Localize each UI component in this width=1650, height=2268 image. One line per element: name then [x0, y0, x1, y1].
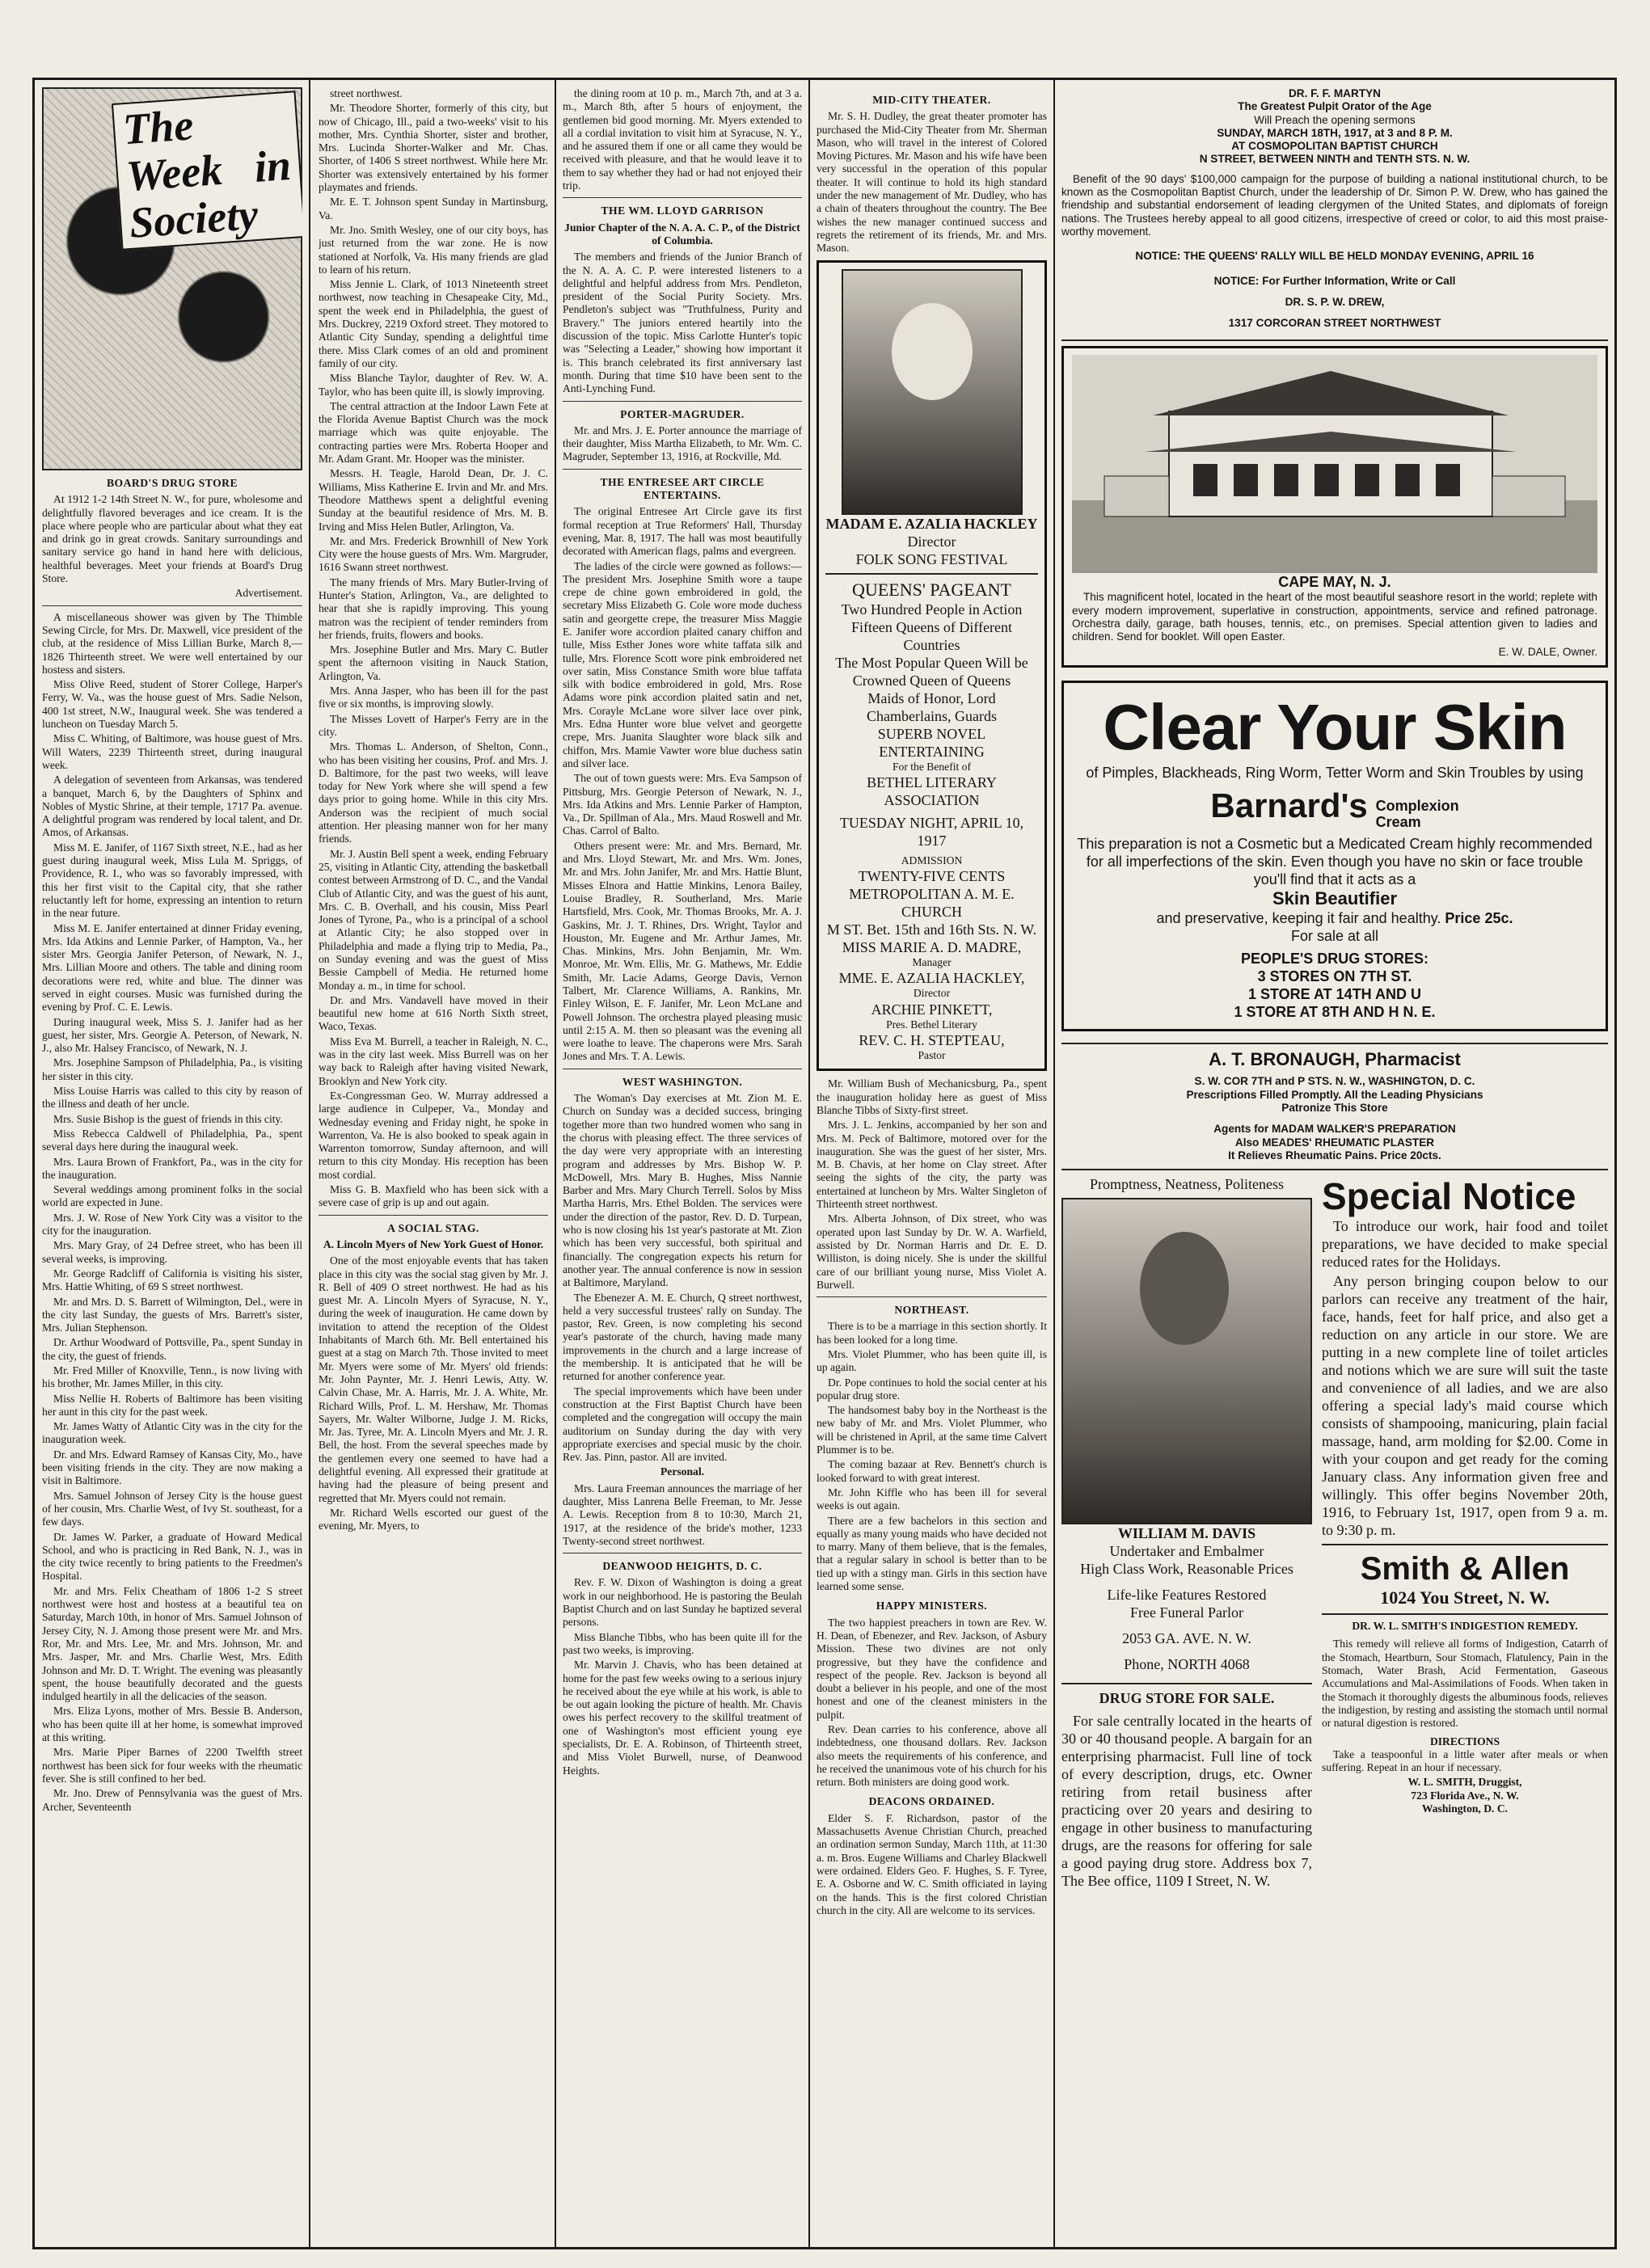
- pageant-hackley2: MME. E. AZALIA HACKLEY,: [838, 970, 1025, 987]
- column-3: [563, 87, 802, 2245]
- lower-left: [1061, 1175, 1312, 1891]
- personal-body: Mrs. Laura Freeman announces the marriage of her daughter, Miss Lanrena Belle Freeman, to Mr. Jesse A. Lewis. Reception from 8 to 10:30, March 21, 1917, at the residence of the bride's mother, 1233 Twenty-second street northwest.: [563, 1482, 802, 1547]
- martyn-line3: SUNDAY, MARCH 18TH, 1917, at 3 and 8 P. M.: [1217, 126, 1453, 139]
- boards-tag: Advertisement.: [234, 587, 302, 600]
- stag-body: One of the most enjoyable events that has taken place in this city was the social stag given by Mr. J. R. Bell of 409 O street northwest. He had as his guest Mr. A. Lincoln Myers of Syracuse, N. Y., during the week of inauguration. He came down by invitation to attend the reception of the Oldest Inhabitants of March 6th. Mr. Bell entertained his guest at a stag on March 7th. Those invited to meet Mr. Myers were some of Mr. Myers' old friends: Mr. John Paynter, Mr. J. Henri Lewis, Atty. W. Calvin Chase, Mr. A. Harris, Mr. J. A. White, Mr. Richard Wills, Prof. L. M. Hershaw, Mr. Thomas Sayers, Mr. Walter Wilborne, Judge J. M. Ricks, Mr. Jas. Tyree, Mr. A. Lincoln Myers and Mr. J. R. Bell, the host. From the several speeches made by the gentlemen every one seemed to have had a delightful evening. All expressed their gratitude at having had the pleasure of being present and regretted that Mr. Myers could not remain.: [319, 1254, 548, 1504]
- lower-right: [1322, 1175, 1608, 1891]
- divider: [1061, 339, 1608, 341]
- special-firm: Smith & Allen: [1360, 1551, 1570, 1587]
- news-item: Mrs. Anna Jasper, who has been ill for the past five or six months, is improving slowly.: [319, 685, 548, 710]
- deanwood-p2: Miss Blanche Tibbs, who has been quite ill for the past two weeks, is improving.: [563, 1630, 802, 1656]
- hackley-name: MADAM E. AZALIA HACKLEY: [825, 515, 1038, 532]
- garrison-head: THE WM. LLOYD GARRISON: [601, 204, 764, 217]
- lower-ads: [1061, 1175, 1608, 1891]
- news-item: A delegation of seventeen from Arkansas, was tendered a banquet, March 6, by the Daughters of Sphinx and Nobles of Mystic Shrine, at their temple, 1717 Pa. avenue. A delightful program was rendered by local talent, and Dr. Amos, of Arkansas.: [42, 774, 302, 839]
- westwash-p3: The special improvements which have been under construction at the First Baptist Church have been completed and the congregation will occupy the main auditorium on Sunday during the day with very appropriate exercises and special music by the choir. Rev. Jas. Pinn, pastor. All are invited.: [563, 1385, 802, 1464]
- divider: [1061, 1169, 1608, 1170]
- special-head: Special Notice: [1322, 1175, 1576, 1218]
- news-item: Mrs. Eliza Lyons, mother of Mrs. Bessie B. Anderson, who has been quite ill at her home, is somewhat improved at this writing.: [42, 1705, 302, 1744]
- col4-p1: Mr. William Bush of Mechanicsburg, Pa., spent the inauguration holiday here as guest of Miss Blanche Tibbs of Sixty-first street.: [817, 1077, 1047, 1116]
- skin-brand: Barnard's: [1210, 786, 1368, 824]
- news-item: Miss Eva M. Burrell, a teacher in Raleigh, N. C., was in the city last week. Miss Burrell was on her way back to Raleigh after having visited Newark, Brooklyn and New York city.: [319, 1035, 548, 1087]
- news-item: Mrs. Josephine Sampson of Philadelphia, Pa., is visiting her sister in this city.: [42, 1056, 302, 1082]
- skin-beautifier: Skin Beautifier: [1272, 888, 1398, 909]
- entresee-p4: Others present were: Mr. and Mrs. Bernard, Mr. and Mrs. Lloyd Stewart, Mr. and Mrs. Wm. Jones, Mr. and Mrs. John Janifer, Mr. and Mrs. Hattie Blunt, Misses Elnora and Hattie Minkins, Lenora Bailey, Louise Bradley, R. Southerland, Mrs. Marie Hartsfield, Mrs. Cook, Mr. Thomas Brooks, Mr. A. J. Gaskins, Mr. J. T. Rhines, Drs. Wright, Taylor and Houston, Mr. Eugene and Mr. Arthur James, Mr. Chas. Minkins, Mrs. John Benjamin, Mr. Wm. Monroe, Mr. Wm. Ellis, Mr. G. Mathews, Mr. Eddie Smith, Mr. Lacie Adams, George Davis, Vernon Talbert, Mr. Clarence Williams, A. Rankins, Mr. Finley Wilson, E. F. Janifer, Mr. Leon McLane and Powell Johnson. The orchestra played pleasing music until 2:15 A. M. then so pleasant was the evening all were loathe to leave. The chaperons were Mrs. Sarah Jones and Mrs. T. A. Lewis.: [563, 839, 802, 1063]
- portrait-face: [892, 303, 973, 400]
- martyn-notice2: NOTICE: For Further Information, Write or Call: [1213, 274, 1456, 287]
- smith-maker: W. L. SMITH, Druggist,: [1407, 1776, 1522, 1789]
- pageant-line7: BETHEL LITERARY ASSOCIATION: [867, 774, 997, 808]
- martyn-drew: DR. S. P. W. DREW,: [1285, 295, 1385, 308]
- column-4: [817, 87, 1047, 2245]
- entresee-head: THE ENTRESEE ART CIRCLE ENTERTAINS.: [600, 475, 765, 502]
- skin-brand2: Complexion: [1375, 798, 1459, 815]
- news-item: A miscellaneous shower was given by The Thimble Sewing Circle, for Mrs. Dr. Maxwell, vice president of the club, at the residence of Miss Lillian Burke, March 8,—1826 Thirteenth street. We were well entertained by our hostess and sisters.: [42, 610, 302, 676]
- westwash-p2: The Ebenezer A. M. E. Church, Q street northwest, held a very successful trustees' rally on Sunday. The pastor, Rev. Green, is now completing his second year's pastorate of the church, having made many improvements in the church and a large increase of the membership. It is anticipated that he will be returned for another conference year.: [563, 1291, 802, 1383]
- skin-head: Clear Your Skin: [1103, 690, 1567, 763]
- news-item: Mr. Theodore Shorter, formerly of this city, but now of Chicago, Ill., paid a two-weeks' visit to his mother, Mrs. Cynthia Shorter, sister and brother, Mrs. Lucinda Shorter-Walker and Mr. Chas. Shorter, of 1406 S street northwest. While here Mr. Shorter was extensively entertained by his former playmates and friends.: [319, 102, 548, 194]
- news-item: Ex-Congressman Geo. W. Murray addressed a large audience in Culpeper, Va., Monday and Wednesday evening and Friday night, he spoke in Warrenton, Va. He is also booked to speak again in Warrenton tomorrow, Sunday afternoon, and will return to this city Monday. His reception has been most cordial.: [319, 1089, 548, 1181]
- bronaugh-head: A. T. BRONAUGH, Pharmacist: [1209, 1049, 1461, 1070]
- entresee-p3: The out of town guests were: Mrs. Eva Sampson of Pittsburg, Mrs. Georgie Peterson of Newark, N. J., Mrs. Ida Atkins and Mrs. Lennie Parker of Hampton, Va., Dr. Spillman of Ala., Mrs. Maud Roswell and Mr. Chas. Carrol of Balto.: [563, 772, 802, 837]
- pageant-line2: Fifteen Queens of Different Countries: [850, 618, 1013, 653]
- news-item: Mr. George Radcliff of California is visiting his sister, Mrs. Hattie Whiting, of 69 S street northwest.: [42, 1267, 302, 1293]
- bronaugh-line2: Patronize This Store: [1281, 1101, 1388, 1114]
- entresee-p1: The original Entresee Art Circle gave its first formal reception at True Reformers' Hall, Thursday evening, Mar. 8, 1917. The hall was most beautifully decorated with American flags, palms and evergreen.: [563, 505, 802, 558]
- column-1: [42, 87, 302, 2245]
- news-item: Mrs. Marie Piper Barnes of 2200 Twelfth street northwest has been sick for four weeks with the rheumatic fever. She is still confined to her bed.: [42, 1746, 302, 1785]
- midcity-head: MID-CITY THEATER.: [872, 94, 991, 106]
- bronaugh-agents3: It Relieves Rheumatic Pains. Price 20cts.: [1228, 1149, 1441, 1161]
- stag-tail: Mr. Richard Wells escorted our guest of the evening, Mr. Myers, to: [319, 1506, 548, 1532]
- news-item: Mr. and Mrs. Frederick Brownhill of New York City were the house guests of Mrs. Wm. Margruder, 1616 Swann street northwest.: [319, 534, 548, 574]
- deanwood-p1: Rev. F. W. Dixon of Washington is doing a great work in our neighborhood. He is pastoring the Beulah Baptist Church and on last Sunday he baptized several persons.: [563, 1576, 802, 1629]
- deacons-body: Elder S. F. Richardson, pastor of the Massachusetts Avenue Christian Church, preached an ordination sermon Sunday, March 11th, at 11:30 a. m. Bros. Eugene Williams and Charley Blackwell were ordained. Elders Geo. F. Hughes, S. F. Tyree, E. A. Osborne and W. C. Smith officiated in laying on the hands. This is the first colored Christian church in the city. All are welcome to its services.: [817, 1811, 1047, 1916]
- pageant-madre-role: Manager: [912, 956, 952, 969]
- news-item: Mrs. Samuel Johnson of Jersey City is the house guest of her cousin, Mrs. Charlie West, of Ivy St. southeast, for a few days.: [42, 1489, 302, 1528]
- skin-sub: of Pimples, Blackheads, Ring Worm, Tetter Worm and Skin Troubles by using: [1086, 764, 1584, 781]
- column-5-ads: [1061, 87, 1608, 2245]
- pageant-price: TWENTY-FIVE CENTS: [858, 868, 1006, 885]
- divider: [319, 1215, 548, 1216]
- column-rule-1: [309, 78, 310, 2249]
- col4-p2: Mrs. J. L. Jenkins, accompanied by her son and Mrs. M. Peck of Baltimore, motored over for the inauguration. She was the guest of her sister, Mrs. M. B. Chavis, at her home on Clay street. After seeing the sights of the city, the party was entertained at luncheon by Mrs. Walter Singleton of Thirteenth street northwest.: [817, 1119, 1047, 1211]
- skin-stores3: 1 STORE AT 8TH AND H N. E.: [1234, 1004, 1436, 1021]
- masthead-title: The Week in Society: [112, 91, 302, 250]
- col3-top: the dining room at 10 p. m., March 7th, and at 3 a. m., March 8th, after 5 hours of enjoyment, the gentlemen bid good morning. Mr. Myers extended to all a cordial invitation to visit him at Syracuse, N. Y., and he assured them if one or all came they would be received with pleasure, and that he would leave it to them to say whether they had or had not enjoyed their trip.: [563, 87, 802, 192]
- davis-phone: Phone, NORTH 4068: [1124, 1656, 1250, 1673]
- news-item: Mr. and Mrs. Felix Cheatham of 1806 1-2 S street northwest were host and hostess at a beautiful tea on Saturday, March 10th, in honor of Mrs. Samuel Johnson of Jersey City, N. J. Among those present were Mr. and Mrs. Ror, Mr. and Mrs. Lee, Mr. and Mrs. Johnson, Mr. and Mrs. Jasper, Mr. and Mrs. Charlie West, Mrs. Edith Johnson and Mr. D. T. Wright. The evening was pleasantly spent, the house beautifully decorated and the guests indulged heartily in all the delicacies of the season.: [42, 1584, 302, 1703]
- davis-portrait: [1061, 1198, 1312, 1524]
- news-item: Mr. Fred Miller of Knoxville, Tenn., is now living with his brother, Mr. James Miller, in this city.: [42, 1364, 302, 1390]
- col2-paragraphs: [319, 87, 548, 1210]
- news-item: Miss Rebecca Caldwell of Philadelphia, Pa., spent several days here during the inaugural week.: [42, 1127, 302, 1153]
- pageant-stepteau-role: Pastor: [918, 1049, 946, 1062]
- northeast-p3: Dr. Pope continues to hold the social center at his popular drug store.: [817, 1376, 1047, 1402]
- entresee-p2: The ladies of the circle were gowned as follows:— The president Mrs. Josephine Smith wore a taupe crepe de chine gown embroidered in gold, the secretary Miss Elizabeth G. Cole wore mode duchess satin and georgette crepe, the treasurer Miss Maggie E. Janifer wore accordion plaited canary chiffon and tulle, Miss Esther Jones wore white taffata silk and tulle, Mrs. Florence Scott wore pink embroidered net over satin, Miss Constance Smith wore blue taffata silk with bodice embroidered in gold, Mrs. Rose Adams wore pink accordion plaited satin and net, Mrs. Corayle McLane wore silver lace over pink, Mrs. Edna Hunter wore blue velvet and georgette crepe, Mrs. Juanita Slaughter wore black silk and chiffon, Mrs. Mamie Vawter wore blue duchess satin and silver lace.: [563, 559, 802, 769]
- pageant-hackley2-role: Director: [913, 987, 951, 1000]
- garrison-sub: Junior Chapter of the N. A. A. C. P., of the District of Columbia.: [564, 221, 800, 247]
- drugsale-body: For sale centrally located in the hearts of 30 or 40 thousand people. A bargain for an enterprising pharmacist. Full line of tock of every description, drugs, etc. Owner retiring from retail business after practicing over 20 years and desiring to engage in other business to manufacturing drugs, are the reasons for offering for sale a good paying drug store. Address box 7, The Bee office, 1109 I Street, N. W.: [1061, 1713, 1312, 1890]
- divider: [563, 197, 802, 198]
- midcity-body: Mr. S. H. Dudley, the great theater promoter has purchased the Mid-City Theater from Mr. Sherman Mason, who will travel in the interest of Colored Moving Pictures. Mr. Mason and his wife have been very successful in the operation of this popular theater. It will continue to hold its high standard under the new management of Mr. Dudley, who has a chain of theaters throughout the country. The Bee wishes the new manager continued success and regrets the retirement of its friends, Mr. and Mrs. Mason.: [817, 110, 1047, 255]
- garrison-body: The members and friends of the Junior Branch of the N. A. A. C. P. were interested listeners to a delightful and helpful address from Mrs. Pendleton, president of the Social Purity Society. Mrs. Pendleton's subject was "Truthfulness, Purity and Bravery." The juniors entered heartily into the discussion of the topic. Miss Carlotte Hunter's topic was "Selecting a Leader," showing how important it is. This branch celebrated its first anniversary last month. During that time $10 have been sent to the Anti-Lynching Fund.: [563, 251, 802, 395]
- skin-body2: and preservative, keeping it fair and healthy.: [1156, 910, 1441, 927]
- boards-head: BOARD'S DRUG STORE: [106, 477, 238, 489]
- skin-ad: [1061, 681, 1608, 1031]
- news-item: Miss Nellie H. Roberts of Baltimore has been visiting her aunt in this city for the past week.: [42, 1392, 302, 1418]
- news-item: During inaugural week, Miss S. J. Janifer had as her guest, her sister, Mrs. Georgie A. Peterson, of Newark, N. J., also Mr. Halsey Francisco, of Newark, N. J.: [42, 1015, 302, 1055]
- deanwood-p3: Mr. Marvin J. Chavis, who has been detained at home for the past few weeks owing to a serious injury he received about the eye while at his work, is able to be out again looking the picture of health. Mr. Chavis owes his perfect recovery to the skillful treatment of one of Washington's most efficient young eye specialists, Dr. E. A. Robinson, of Thirteenth street, and Miss Violet Burwell, nurse, of Deanwood Heights.: [563, 1659, 802, 1777]
- skin-stores2: 1 STORE AT 14TH AND U: [1247, 986, 1422, 1003]
- news-item: The Misses Lovett of Harper's Ferry are in the city.: [319, 712, 548, 738]
- capemay-body: This magnificent hotel, located in the heart of the most beautiful seashore resort in the world; replete with every modern improvement, superlative in construction, appointments, service and refined patronage. Orchestra daily, garage, bath houses, tennis, etc., on premises. Special attention given to ladies and children. Send for booklet. Will open Easter.: [1072, 591, 1597, 643]
- westwash-p1: The Woman's Day exercises at Mt. Zion M. E. Church on Sunday was a decided success, bringing together more than two hundred women who sang in the chorus with pleasing effect. The three services of the day were very appropriate with an interesting program and addresses by Mrs. Bishop W. P. McDowell, Mrs. Mary B. Hughes, Miss Nannie Barber and Mrs. Mary Church Terrell. Solos by Miss Martha Harris, Mrs. Ethel Bolden. The services were under the direction of the pastor, Rev. D. D. Turpean, who is now closing his 1st year's pastorate at Mt. Zion which has been very successful, both spiritual and financially. The congregation expects his return for another year. The annual conference is now in session at Baltimore, Maryland.: [563, 1092, 802, 1289]
- portrait-face: [1140, 1232, 1229, 1345]
- happy-body: The two happiest preachers in town are Rev. W. H. Dean, of Ebenezer, and Rev. Jackson, of Asbury Mission. These two divines are not only progressive, but they have the confidence and respect of the people. Rev. Jackson is beyond all doubt a believer in his people, and one of the most honest and one of the cleanest ministers in the pulpit.: [817, 1616, 1047, 1721]
- news-item: Miss M. E. Janifer entertained at dinner Friday evening, Mrs. Ida Atkins and Lennie Parker, of Hampton, Va., her sister Mrs. Georgia Janifer Peterson, of Newark, N. J., Mrs. Lillian Moore and others. The table and dining room decorations were red, white and blue. The dinner was served in eight courses. Music was furnished during the evening by Prof. C. E. Lewis.: [42, 921, 302, 1014]
- martyn-line1: The Greatest Pulpit Orator of the Age: [1238, 100, 1432, 113]
- news-item: Mrs. Mary Gray, of 24 Defree street, who has been ill several weeks, is improving.: [42, 1239, 302, 1265]
- smith-maker2: 723 Florida Ave., N. W.: [1411, 1789, 1519, 1802]
- northeast-p7: There are a few bachelors in this section and equally as many young maids who have decided not to marry. Many of them believe, that is the females, that a regular salary in school is better than to be tied up with a stingy man. Girls in this section have learned some sense.: [817, 1514, 1047, 1593]
- smith-dirs: DIRECTIONS: [1429, 1735, 1500, 1747]
- news-item: Mrs. Laura Brown of Frankfort, Pa., was in the city for the inauguration.: [42, 1155, 302, 1181]
- news-item: Messrs. H. Teagle, Harold Dean, Dr. J. C. Williams, Miss Katherine E. Irvin and Mr. and Mrs. Theodore Matthews spent a delightful evening Sunday at the beautiful residence of Mrs. M. B. Irving and Miss Helen Butler, Arlington, Va.: [319, 467, 548, 533]
- special-addr: 1024 You Street, N. W.: [1380, 1587, 1550, 1608]
- bronaugh-agents2: Also MEADES' RHEUMATIC PLASTER: [1234, 1136, 1435, 1149]
- capemay-ad: [1061, 346, 1608, 667]
- davis-addr: 2053 GA. AVE. N. W.: [1122, 1630, 1251, 1647]
- divider: [42, 605, 302, 606]
- pageant-venue: METROPOLITAN A. M. E. CHURCH: [849, 886, 1015, 921]
- news-item: The central attraction at the Indoor Lawn Fete at the Florida Avenue Baptist Church was the mock marriage which was quite enjoyable. The contracting parties were Mrs. Roberta Hooper and Mr. Adam Grant. Mr. Hooper was the minister.: [319, 399, 548, 466]
- pageant-pinkett-role: Pres. Bethel Literary: [886, 1018, 977, 1031]
- divider: [1061, 1683, 1312, 1684]
- left-rule: [32, 78, 35, 2249]
- special-body: To introduce our work, hair food and toilet preparations, we have decided to make special reduced rates for the Holidays.: [1322, 1218, 1608, 1271]
- pageant-line5: SUPERB NOVEL ENTERTAINING: [877, 725, 986, 760]
- divider: [1322, 1544, 1608, 1545]
- news-item: Dr. Arthur Woodward of Pottsville, Pa., spent Sunday in the city, the guest of friends.: [42, 1336, 302, 1362]
- pageant-line3: The Most Popular Queen Will be Crowned Queen of Queens: [835, 654, 1028, 689]
- masthead-illustration: [42, 87, 302, 470]
- skin-sale: For sale at all: [1290, 928, 1379, 945]
- smith-body: This remedy will relieve all forms of Indigestion, Catarrh of the Stomach, Heartburn, Sour Stomach, Flatulency, Pain in the Stomach, Water Brash, Acid Fermentation, Gaseous Accumulations and Mal-Assimilations of Foods. When taken in the Stomach it thoroughly digests the albuminous foods, relieves the indigestion, by resting and assisting the stomach until normal or natural digestion is restored.: [1322, 1638, 1608, 1730]
- news-item: Miss C. Whiting, of Baltimore, was house guest of Mrs. Will Waters, 2239 Thirteenth street, during inaugural week.: [42, 732, 302, 771]
- westwash-head: WEST WASHINGTON.: [622, 1075, 743, 1088]
- news-item: Mrs. Thomas L. Anderson, of Shelton, Conn., who has been visiting her cousins, Prof. and Mrs. J. D. Baltimore, for the past two weeks, will leave today for New York where she will spend a few days prior to going home. While in this city Mrs. Anderson was the recipient of much social attention. Her pleasing manner won for her many friends.: [319, 740, 548, 845]
- skin-price: Price 25c.: [1445, 910, 1513, 927]
- martyn-line2: Will Preach the opening sermons: [1254, 113, 1416, 126]
- skin-body: This preparation is not a Cosmetic but a Medicated Cream highly recommended for all imperfections of the skin. Even though you have no skin or face trouble you'll find that it acts as a: [1077, 836, 1593, 888]
- bottom-rule: [32, 2247, 1617, 2249]
- divider: [825, 573, 1038, 575]
- pageant-title: QUEENS' PAGEANT: [852, 579, 1011, 600]
- bronaugh-addr: S. W. COR 7TH and P STS. N. W., WASHINGTON, D. C.: [1194, 1075, 1475, 1088]
- news-item: Mrs. Josephine Butler and Mrs. Mary C. Butler spent the afternoon visiting in Nauck Station, Arlington, Va.: [319, 643, 548, 682]
- davis-tagline: Promptness, Neatness, Politeness: [1090, 1176, 1284, 1193]
- news-item: Miss M. E. Janifer, of 1167 Sixth street, N.E., had as her guest during inaugural week, Miss Lula M. Spriggs, of Providence, R. I., who was so favorably impressed, with this her first visit to the Capital city, that she rather reluctantly left for home, expressing an intention to return in the near future.: [42, 841, 302, 920]
- divider: [1061, 1043, 1608, 1044]
- davis-line4: Free Funeral Parlor: [1130, 1604, 1243, 1621]
- bronaugh-agents: Agents for MADAM WALKER'S PREPARATION: [1213, 1123, 1456, 1136]
- capemay-owner: E. W. DALE, Owner.: [1498, 645, 1597, 658]
- news-item: Dr. and Mrs. Edward Ramsey of Kansas City, Mo., have been visiting friends in the city. They are now making a visit in Baltimore.: [42, 1448, 302, 1487]
- col1-paragraphs: [42, 611, 302, 1814]
- deacons-head: DEACONS ORDAINED.: [868, 1795, 995, 1808]
- top-rule: [32, 78, 1617, 80]
- special-body2: Any person bringing coupon below to our parlors can receive any treatment of the hair, face, hands, feet for half price, and also get a reduction on any article in our store. We are putting in a new complete line of toilet articles and notions which we are sure will suit the taste and convenience of all ladies, and we are also offering a special lady's maid course which consists of shampooing, manicuring, plain facial massage, hand, arm molding for $2.00. Come in with your coupon and get ready for the coming January class. Any information given free and willingly. This offer begins November 20th, 1916, to February 1st, 1917, open from 9 a. m. to 9:30 p. m.: [1322, 1273, 1608, 1539]
- right-rule: [1614, 78, 1617, 2249]
- news-item: Mr. E. T. Johnson spent Sunday in Martinsburg, Va.: [319, 196, 548, 221]
- news-item: Miss G. B. Maxfield who has been sick with a severe case of grip is up and out again.: [319, 1183, 548, 1209]
- davis-line2: High Class Work, Reasonable Prices: [1080, 1561, 1293, 1578]
- happy-body2: Rev. Dean carries to his conference, above all indebtedness, one thousand dollars. Rev. Jackson also meets the requirements of his conference, and he received the unanimous vote of his church for his return. Both ministers are doing good work.: [817, 1723, 1047, 1789]
- skin-stores1: 3 STORES ON 7TH ST.: [1257, 968, 1412, 985]
- northeast-head: NORTHEAST.: [894, 1304, 969, 1317]
- hackley-festival: FOLK SONG FESTIVAL: [855, 550, 1008, 567]
- news-item: Mr. James Watty of Atlantic City was in the city for the inauguration week.: [42, 1420, 302, 1446]
- smith-maker3: Washington, D. C.: [1421, 1802, 1509, 1815]
- happy-head: HAPPY MINISTERS.: [876, 1600, 988, 1612]
- news-item: Mrs. J. W. Rose of New York City was a visitor to the city for the inauguration.: [42, 1211, 302, 1237]
- pageant-madre: MISS MARIE A. D. MADRE,: [842, 939, 1022, 956]
- pageant-stepteau: REV. C. H. STEPTEAU,: [859, 1032, 1005, 1049]
- news-item: Dr. James W. Parker, a graduate of Howard Medical School, and who is practicing in Red Bank, N. J., was in the city twice recently to bring patients to the Freedmen's Hospital.: [42, 1530, 302, 1583]
- divider: [563, 401, 802, 402]
- stag-sub: A. Lincoln Myers of New York Guest of Honor.: [323, 1237, 544, 1250]
- news-item: Mr. Jno. Smith Wesley, one of our city boys, has just returned from the war zone. He is now stationed at Norfolk, Va. His many friends are glad to learn of his return.: [319, 223, 548, 276]
- boards-body: At 1912 1-2 14th Street N. W., for pure, wholesome and delightfully flavored beverages and ice cream. It is the place where people who are particular about what they eat and drink go in great crowds. Sanitary surroundings and sanitary service go hand in hand here with delicious, healthful beverages. Meet your friends at Board's Drug Store.: [42, 493, 302, 585]
- personal-head: Personal.: [660, 1465, 704, 1478]
- northeast-p5: The coming bazaar at Rev. Bennett's church is looked forward to with great interest.: [817, 1458, 1047, 1484]
- smith-dirs-body: Take a teaspoonful in a little water after meals or when suffering. Repeat in an hour if necessary.: [1322, 1747, 1608, 1774]
- column-rule-2: [555, 78, 556, 2249]
- divider: [1322, 1613, 1608, 1615]
- news-item: Miss Jennie L. Clark, of 1013 Nineteenth street northwest, now teaching in Chesapeake City, Md., spent the week end in Philadelphia, the guest of Mrs. Duckrey, 2219 Oxford street. They motored to Atlantic City Sunday, spending a delightful time there. Miss Clark comes of an old and prominent family of our city.: [319, 278, 548, 369]
- northeast-p4: The handsomest baby boy in the Northeast is the new baby of Mr. and Mrs. Violet Plummer, who will be christened in April, at the same time Calvert Plummer is to be.: [817, 1404, 1047, 1456]
- column-2: [319, 87, 548, 2245]
- news-item: Mr. J. Austin Bell spent a week, ending February 25, visiting in Atlantic City, attending the basketball contest between Armstrong of D. C., and the Vandal Club of Atlantic City, and was the guest of his aunt, Mrs. C. B. Overhall, and his cousin, Miss Pearl Jones of Tyrone, Pa., who is a principal of a school at Atlantic City; he also stopped over in Philadelphia and made a flying trip to Media, Pa., on Sunday evening and was the guest of Miss Bessie Campbell of Media. He returned home Monday a. m., in time for school.: [319, 847, 548, 992]
- martyn-body: Benefit of the 90 days' $100,000 campaign for the purpose of building a national institutional church, to be known as the Cosmopolitan Baptist Church, under the leadership of Dr. Simon P. W. Drew, who has gained the friendship and substantial endorsement of leading clergymen of the United States, and diplomats of foreign nations. The Trustees hereby appeal to all good citizens, irrespective of creed or color, to aid this most praise-worthy movement.: [1061, 172, 1608, 238]
- hotel-photo: [1072, 355, 1597, 573]
- news-item: street northwest.: [330, 87, 403, 99]
- skin-stores: PEOPLE'S DRUG STORES:: [1241, 951, 1428, 967]
- news-item: Mr. Jno. Drew of Pennsylvania was the guest of Mrs. Archer, Seventeenth: [42, 1787, 302, 1813]
- davis-name: WILLIAM M. DAVIS: [1117, 1525, 1256, 1542]
- pageant-ad: [817, 260, 1047, 1072]
- martyn-notice: NOTICE: THE QUEENS' RALLY WILL BE HELD MONDAY EVENING, APRIL 16: [1135, 250, 1534, 263]
- pageant-line1: Two Hundred People in Action: [841, 601, 1023, 618]
- column-rule-4: [1053, 78, 1055, 2249]
- bronaugh-line1: Prescriptions Filled Promptly. All the Leading Physicians: [1186, 1088, 1483, 1101]
- porter-body: Mr. and Mrs. J. E. Porter announce the marriage of their daughter, Miss Martha Elizabeth, to Mr. Wm. C. Magruder, September 13, 1916, at Rockville, Md.: [563, 424, 802, 463]
- drugsale-head: DRUG STORE FOR SALE.: [1099, 1690, 1275, 1707]
- col4-p3: Mrs. Alberta Johnson, of Dix street, who was operated upon last Sunday by Dr. W. A. Warfield, assisted by Dr. Norman Harris and Dr. E. D. Williston, is doing nicely. She is under the skillful care of our brilliant young nurse, Miss Violet A. Burwell.: [817, 1212, 1047, 1291]
- martyn-line5: N STREET, BETWEEN NINTH and TENTH STS. N. W.: [1199, 153, 1471, 166]
- northeast-p1: There is to be a marriage in this section shortly. It has been looked for a long time.: [817, 1320, 1047, 1346]
- martyn-line4: AT COSMOPOLITAN BAPTIST CHURCH: [1231, 140, 1438, 153]
- news-item: Miss Olive Reed, student of Storer College, Harper's Ferry, W. Va., was the house guest of Mrs. Sadie Nelson, 400 1st street, N.W., Inaugural week. She was tendered a luncheon on Tuesday March 5.: [42, 678, 302, 731]
- news-item: Mrs. Susie Bishop is the guest of friends in this city.: [53, 1112, 283, 1125]
- news-item: Miss Blanche Taylor, daughter of Rev. W. A. Taylor, who has been quite ill, is slowly improving.: [319, 372, 548, 398]
- northeast-p6: Mr. John Kiffle who has been ill for several weeks is out again.: [817, 1486, 1047, 1512]
- news-item: The many friends of Mrs. Mary Butler-Irving of Hunter's Station, Arlington, Va., are delighted to hear that she is rapidly improving. This young matron was the recipient of tender reminders from her friends, fruits, flowers and books.: [319, 575, 548, 641]
- martyn-head: DR. F. F. MARTYN: [1288, 87, 1382, 99]
- martyn-drew-addr: 1317 CORCORAN STREET NORTHWEST: [1228, 317, 1441, 330]
- skin-brand3: Cream: [1375, 814, 1421, 831]
- deanwood-head: DEANWOOD HEIGHTS, D. C.: [602, 1560, 762, 1573]
- pageant-line4: Maids of Honor, Lord Chamberlains, Guards: [867, 689, 997, 724]
- news-item: Miss Louise Harris was called to this city by reason of the illness and death of her uncle.: [42, 1085, 302, 1111]
- porter-head: PORTER-MAGRUDER.: [620, 407, 745, 420]
- pageant-pinkett: ARCHIE PINKETT,: [871, 1001, 993, 1018]
- pageant-adm: ADMISSION: [901, 854, 963, 866]
- pageant-addr: M ST. Bet. 15th and 16th Sts. N. W.: [826, 921, 1037, 938]
- news-item: Dr. and Mrs. Vandavell have moved in their beautiful new home at 616 North Sixth street, Waco, Texas.: [319, 993, 548, 1033]
- hackley-portrait: [842, 269, 1023, 515]
- pageant-date: TUESDAY NIGHT, APRIL 10, 1917: [839, 814, 1024, 849]
- davis-line3: Life-like Features Restored: [1107, 1587, 1267, 1604]
- divider: [817, 1296, 1047, 1297]
- smith-head: DR. W. L. SMITH'S INDIGESTION REMEDY.: [1352, 1620, 1578, 1633]
- news-item: Mr. and Mrs. D. S. Barrett of Wilmington, Del., were in the city last Sunday, the guests of Mrs. Barrett's sister, Mrs. Julian Stephenson.: [42, 1295, 302, 1334]
- news-item: Several weddings among prominent folks in the social world are expected in June.: [42, 1183, 302, 1209]
- divider: [563, 469, 802, 470]
- capemay-caption: CAPE MAY, N. J.: [1278, 574, 1391, 591]
- column-rule-3: [808, 78, 810, 2249]
- northeast-p2: Mrs. Violet Plummer, who has been quite ill, is up again.: [817, 1347, 1047, 1374]
- stag-head: A SOCIAL STAG.: [387, 1221, 479, 1234]
- pageant-line6: For the Benefit of: [892, 760, 972, 773]
- hackley-role: Director: [907, 533, 956, 550]
- davis-line1: Undertaker and Embalmer: [1109, 1543, 1264, 1560]
